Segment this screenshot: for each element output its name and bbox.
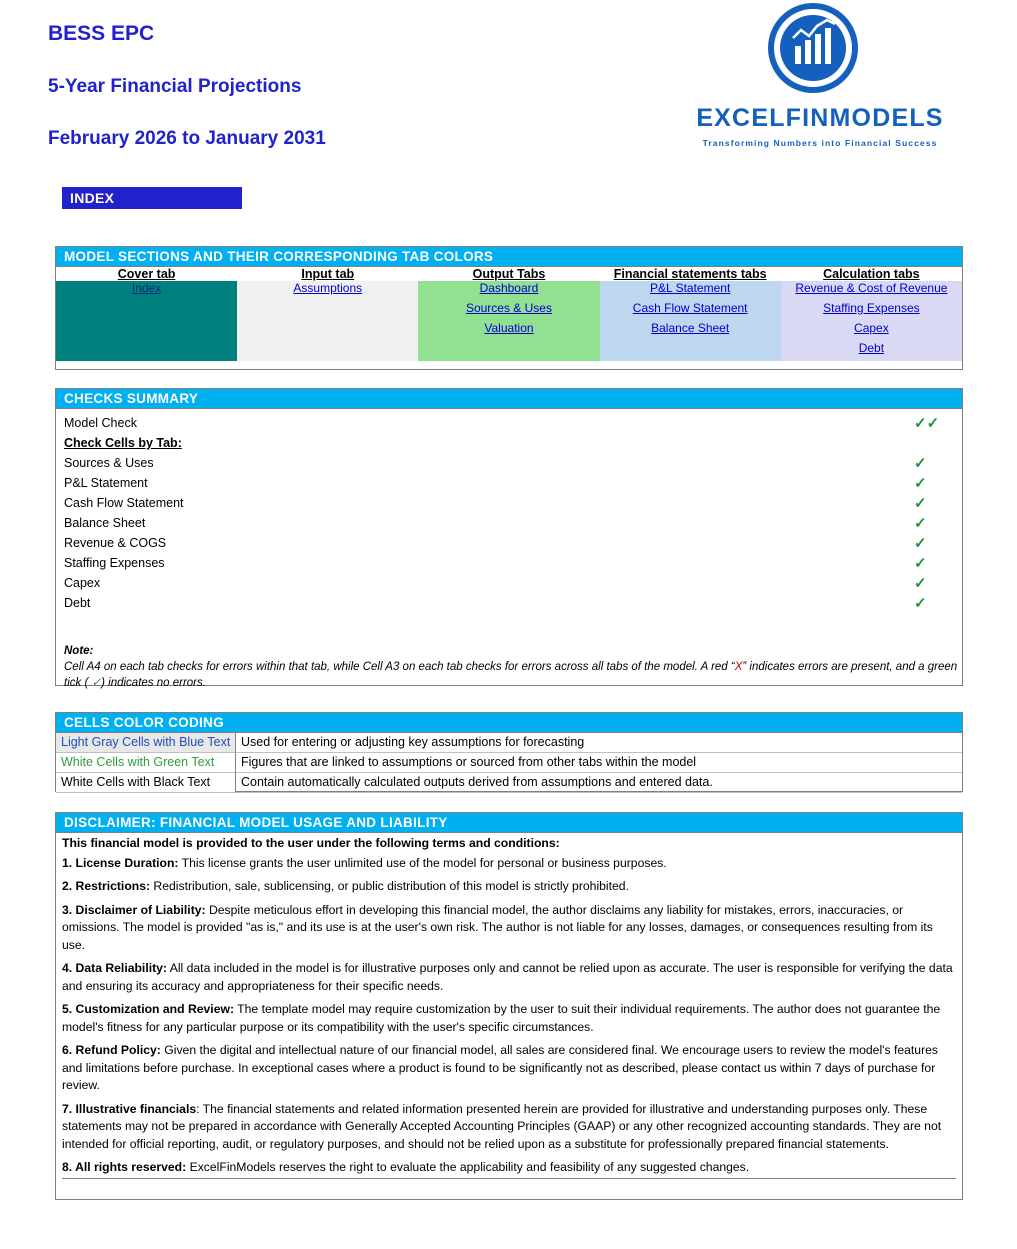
link-cash-flow-statement[interactable]: Cash Flow Statement — [632, 301, 748, 315]
check-label: Capex — [64, 576, 101, 590]
disclaimer-item-label: 8. All rights reserved: — [62, 1160, 187, 1174]
check-status-icon: ✓ — [914, 575, 927, 592]
color-coding-row — [56, 773, 962, 793]
disclaimer-item-text: All data included in the model is for illustrative purposes only and cannot be relied upon as accurate. The user is responsible for verifying the data and ensuring its accuracy and appropriateness for their specific needs. — [62, 961, 953, 993]
logo — [660, 0, 980, 165]
check-row — [56, 573, 962, 593]
check-status-icon: ✓ — [914, 555, 927, 572]
check-label: Revenue & COGS — [64, 536, 167, 550]
output-tabs-cell — [418, 281, 599, 361]
check-row — [56, 453, 962, 473]
disclaimer-item — [62, 960, 956, 995]
color-coding-row — [56, 733, 962, 753]
link-index[interactable]: Index — [131, 281, 162, 295]
error-x-icon: X — [734, 661, 743, 673]
checks-note-text-1: Cell A4 on each tab checks for errors within that tab, while Cell A3 on each tab checks for errors across all tabs of the model. A red “ — [64, 661, 735, 673]
calculation-tabs-cell — [781, 281, 962, 361]
disclaimer-item — [62, 1159, 956, 1179]
cover-tab-cell — [56, 281, 237, 361]
check-label: Model Check — [64, 416, 137, 430]
check-row — [56, 553, 962, 573]
table-row — [56, 281, 962, 361]
link-capex[interactable]: Capex — [854, 321, 889, 335]
check-label: Staffing Expenses — [64, 556, 165, 570]
check-row — [56, 593, 962, 613]
check-status-icon: ✓ — [914, 475, 927, 492]
col-header-input: Input tab — [237, 267, 418, 281]
disclaimer-item-label: 5. Customization and Review: — [62, 1002, 235, 1016]
check-status-icon: ✓ — [914, 455, 927, 472]
link-balance-sheet[interactable]: Balance Sheet — [651, 321, 730, 335]
disclaimer-item-text: ExcelFinModels reserves the right to evaluate the applicability and feasibility of any suggested changes. — [186, 1160, 750, 1174]
cells-color-coding-panel — [55, 712, 963, 792]
disclaimer-item-text: This license grants the user unlimited use of the model for personal or business purposes. — [178, 855, 667, 870]
checks-note — [56, 643, 962, 691]
color-desc-white-black: Contain automatically calculated outputs derived from assumptions and entered data. — [236, 773, 962, 793]
check-status-icon: ✓ — [914, 595, 927, 612]
ok-tick-icon: ✓ — [91, 677, 102, 689]
check-label: Balance Sheet — [64, 516, 146, 530]
col-header-financials: Financial statements tabs — [600, 267, 781, 281]
disclaimer-item — [62, 902, 956, 955]
disclaimer-panel — [55, 812, 963, 1200]
cells-color-coding-title: CELLS COLOR CODING — [56, 713, 962, 733]
checks-note-label: Note: — [64, 645, 94, 657]
logo-tagline: Transforming Numbers into Financial Success — [702, 138, 938, 148]
disclaimer-intro: This financial model is provided to the user under the following terms and conditions: — [62, 836, 560, 850]
company-title: BESS EPC — [48, 22, 155, 45]
check-row — [56, 533, 962, 553]
link-valuation[interactable]: Valuation — [484, 321, 534, 335]
disclaimer-item-text: Redistribution, sale, sublicensing, or public distribution of this model is strictly prohibited. — [150, 879, 629, 893]
check-row — [56, 433, 962, 453]
disclaimer-item-label: 1. License Duration: — [62, 855, 179, 870]
disclaimer-item-label: 2. Restrictions: — [62, 879, 151, 893]
color-desc-gray-blue: Used for entering or adjusting key assumptions for forecasting — [236, 733, 962, 753]
disclaimer-item — [62, 855, 956, 873]
col-header-cover: Cover tab — [56, 267, 237, 281]
table-header-row — [56, 267, 962, 281]
projection-subtitle: 5-Year Financial Projections — [48, 76, 302, 97]
link-dashboard[interactable]: Dashboard — [479, 281, 539, 295]
projection-period: February 2026 to January 2031 — [48, 128, 326, 149]
disclaimer-item-text: The template model may require customization by the user to suit their individual requirements. The author does not guarantee the model's fitness for any particular purpose or its compatibility with the user's specific circumstances. — [62, 1002, 941, 1034]
checks-note-text-2: ” indicates errors are present, and a green tick ( — [64, 661, 958, 689]
disclaimer-item — [62, 1001, 956, 1036]
disclaimer-item — [62, 1101, 956, 1154]
disclaimer-item-text: : The financial statements and related information presented herein are provided for illustrative and understanding purposes only. These statements may not be prepared in accordance with Generally Accepted Accounting Principles (GAAP) or any other recognized accounting standards. They are not intended for official reporting, audit, or regulatory purposes, and should not be relied upon as a substitute for professionally prepared financial statements. — [62, 1101, 942, 1151]
financial-statements-cell — [600, 281, 781, 361]
color-key-gray-blue: Light Gray Cells with Blue Text — [56, 733, 236, 753]
checks-summary-title: CHECKS SUMMARY — [56, 389, 962, 409]
color-key-white-black: White Cells with Black Text — [56, 773, 236, 793]
disclaimer-item-label: 7. Illustrative financials — [62, 1101, 197, 1116]
disclaimer-item-label: 3. Disclaimer of Liability: — [62, 902, 206, 917]
check-row — [56, 473, 962, 493]
title-block — [48, 22, 326, 150]
check-label: Cash Flow Statement — [64, 496, 184, 510]
color-desc-white-green: Figures that are linked to assumptions or sourced from other tabs within the model — [236, 753, 962, 773]
check-status-icon: ✓✓ — [914, 415, 940, 432]
model-sections-panel — [55, 246, 963, 370]
disclaimer-item-label: 4. Data Reliability: — [62, 961, 167, 975]
check-label: Debt — [64, 596, 91, 610]
excelfinmodels-logo-icon — [765, 2, 861, 98]
model-sections-title: MODEL SECTIONS AND THEIR CORRESPONDING TAB COLORS — [56, 247, 962, 267]
link-revenue-cost-of-revenue[interactable]: Revenue & Cost of Revenue — [795, 281, 948, 295]
disclaimer-item-text: Given the digital and intellectual nature of our financial model, all sales are considered final. We encourage users to review the model's features and limitations before purchase. In exceptional cases where a product is found to be significantly not as described, please contact us within 7 days of purchase for review. — [62, 1043, 938, 1092]
disclaimer-item — [62, 878, 956, 896]
color-coding-row — [56, 753, 962, 773]
checks-summary-panel — [55, 388, 963, 689]
disclaimer-item-text: Despite meticulous effort in developing this financial model, the author disclaims any liability for mistakes, errors, inaccuracies, or omissions. The model is provided "as is," and its use is at the user's own risk. The author is not liable for any losses, damages, or consequences resulting from its use. — [62, 902, 933, 952]
col-header-output: Output Tabs — [418, 267, 599, 281]
disclaimer-body — [56, 833, 962, 1179]
check-label: Sources & Uses — [64, 456, 154, 470]
disclaimer-item-label: 6. Refund Policy: — [62, 1043, 161, 1057]
check-row — [56, 513, 962, 533]
input-tab-cell — [237, 281, 418, 361]
logo-wordmark: EXCELFINMODELS — [696, 104, 944, 132]
link-assumptions[interactable]: Assumptions — [293, 281, 363, 295]
check-label: P&L Statement — [64, 476, 148, 490]
check-label: Check Cells by Tab: — [64, 436, 182, 450]
index-badge: INDEX — [62, 187, 242, 209]
link-debt[interactable]: Debt — [858, 341, 885, 355]
link-pl-statement[interactable]: P&L Statement — [650, 281, 731, 295]
model-sections-table — [56, 267, 962, 361]
check-status-icon: ✓ — [914, 535, 927, 552]
disclaimer-item — [62, 1042, 956, 1095]
check-row — [56, 413, 962, 433]
check-row — [56, 493, 962, 513]
disclaimer-title: DISCLAIMER: FINANCIAL MODEL USAGE AND LIABILITY — [56, 813, 962, 833]
check-status-icon: ✓ — [914, 515, 927, 532]
link-sources-uses[interactable]: Sources & Uses — [465, 301, 552, 315]
checks-list — [56, 409, 962, 691]
color-key-white-green: White Cells with Green Text — [56, 753, 236, 773]
col-header-calculations: Calculation tabs — [781, 267, 962, 281]
check-status-icon: ✓ — [914, 495, 927, 512]
link-staffing-expenses[interactable]: Staffing Expenses — [823, 301, 920, 315]
checks-note-text-3: ) indicates no errors. — [101, 677, 206, 689]
